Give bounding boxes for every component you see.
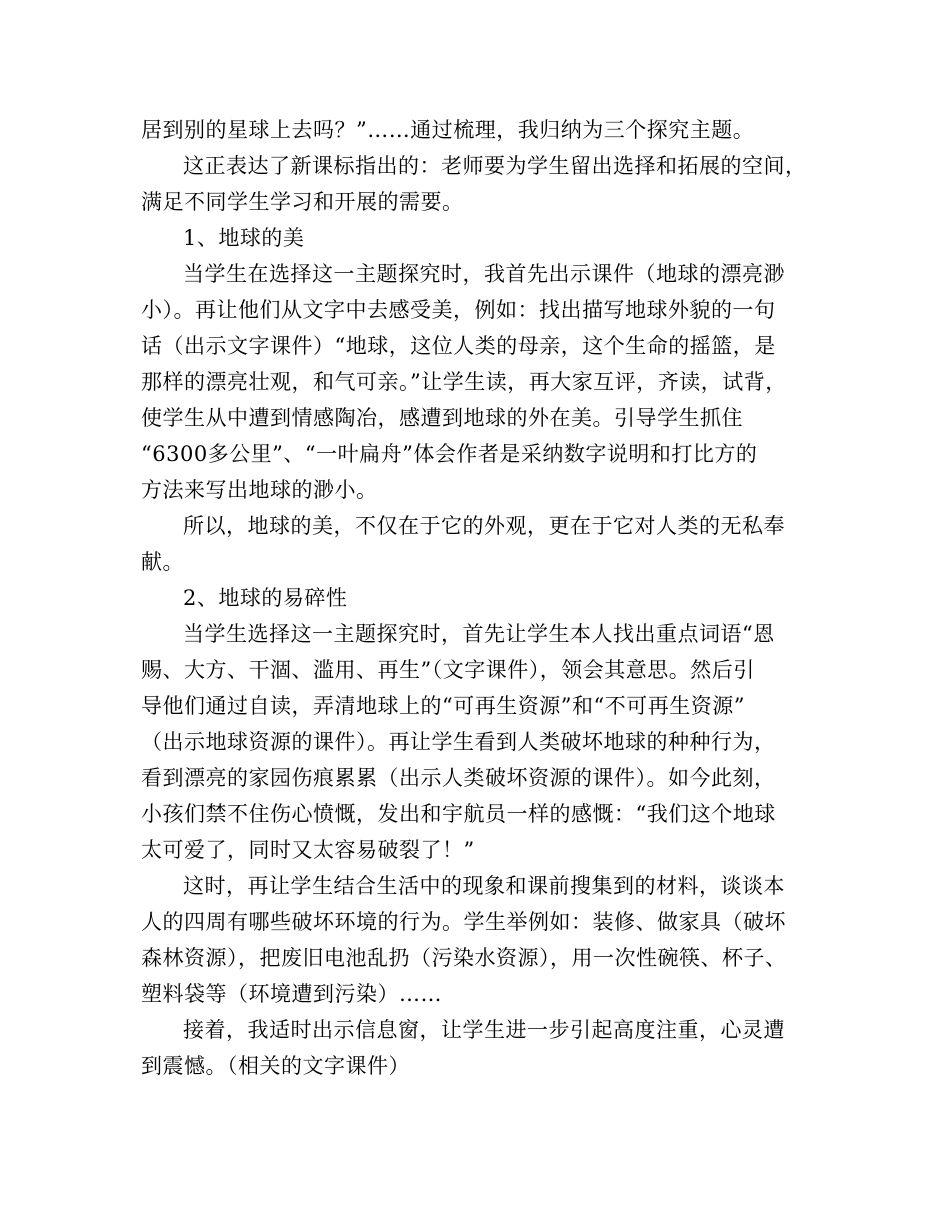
section-heading: 1、地球的美 xyxy=(183,226,305,250)
text-line: 使学生从中遭到情感陶冶，感遭到地球的外在美。引导学生抓住 xyxy=(141,406,743,430)
text-line: 小）。再让他们从文字中去感受美，例如：找出描写地球外貌的一句 xyxy=(141,298,776,322)
text-line: 接着，我适时出示信息窗，让学生进一步引起高度注重，心灵遭 xyxy=(183,1018,785,1042)
text-line: 这正表达了新课标指出的：老师要为学生留出选择和拓展的空间， xyxy=(183,154,807,178)
text-line: 小孩们禁不住伤心愤慨，发出和宇航员一样的感慨：“我们这个地球 xyxy=(141,802,776,826)
text-line: 当学生选择这一主题探究时，首先让学生本人找出重点词语“恩 xyxy=(183,622,775,646)
text-line: 这时，再让学生结合生活中的现象和课前搜集到的材料，谈谈本 xyxy=(183,874,785,898)
text-line: 所以，地球的美，不仅在于它的外观，更在于它对人类的无私奉 xyxy=(183,514,785,538)
text-line: 话（出示文字课件）“地球，这位人类的母亲，这个生命的摇篮，是 xyxy=(141,334,776,358)
text-line: 塑料袋等（环境遭到污染）…… xyxy=(141,982,442,1006)
text-line: 太可爱了，同时又太容易破裂了！” xyxy=(141,838,475,862)
text-line: 人的四周有哪些破坏环境的行为。学生举例如：装修、做家具（破坏 xyxy=(141,910,786,934)
section-heading: 2、地球的易碎性 xyxy=(183,586,348,610)
text-line: 看到漂亮的家园伤痕累累（出示人类破坏资源的课件）。如今此刻， xyxy=(141,766,776,790)
text-line: 导他们通过自读，弄清地球上的“可再生资源”和“不可再生资源” xyxy=(141,694,745,718)
text-line: 方法来写出地球的渺小。 xyxy=(141,478,378,502)
text-line: 那样的漂亮壮观，和气可亲。”让学生读，再大家互评，齐读，试背， xyxy=(141,370,787,394)
text-line: 居到别的星球上去吗？”……通过梳理，我归纳为三个探究主题。 xyxy=(141,118,755,142)
text-line: 森林资源），把废旧电池乱扔（污染水资源），用一次性碗筷、杯子、 xyxy=(141,946,787,970)
text-line: 献。 xyxy=(141,550,184,574)
text-line: 到震憾。（相关的文字课件） xyxy=(141,1054,410,1078)
text-line: 当学生在选择这一主题探究时，我首先出示课件（地球的漂亮渺 xyxy=(183,262,785,286)
text-line: 满足不同学生学习和开展的需要。 xyxy=(141,190,464,214)
text-line: 赐、大方、干涸、滥用、再生”（文字课件），领会其意思。然后引 xyxy=(141,658,755,682)
text-line: （出示地球资源的课件）。再让学生看到人类破坏地球的种种行为， xyxy=(141,730,776,754)
text-line: “6300多公里”、“一叶扁舟”体会作者是采纳数字说明和打比方的 xyxy=(141,442,758,466)
